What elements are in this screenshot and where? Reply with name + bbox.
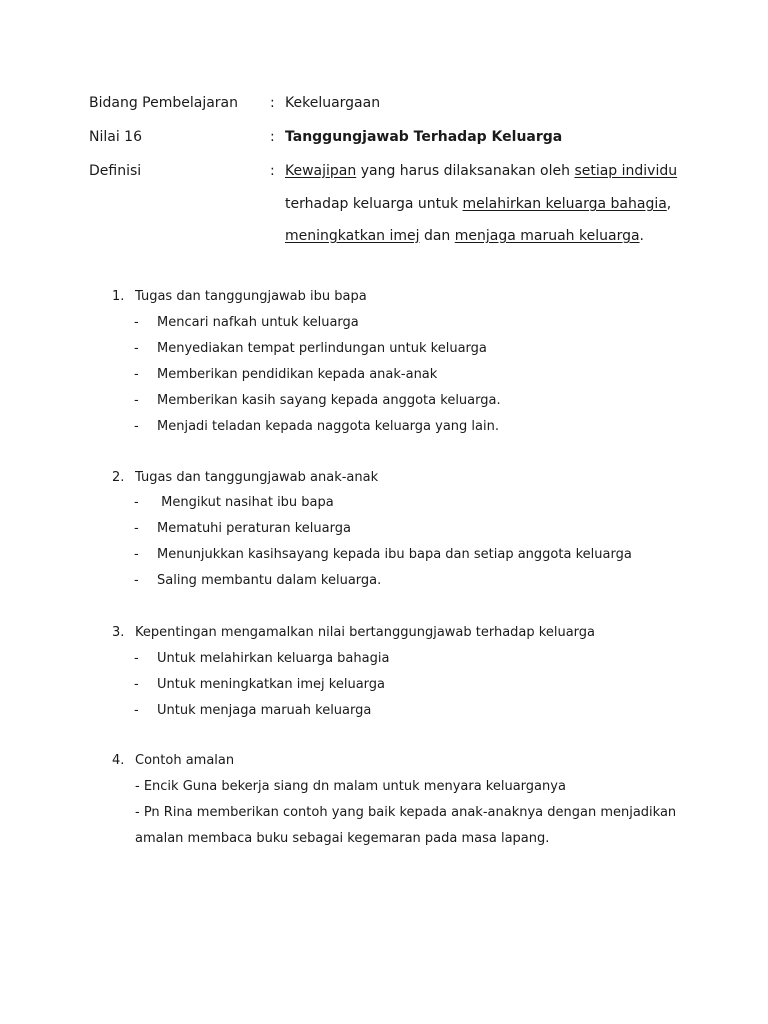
list-item-text: Memberikan kasih sayang kepada anggota keluarga. [157,393,501,408]
dash-bullet: - [134,547,139,562]
dash-bullet: - [134,651,139,666]
header-label: Nilai 16 [89,129,142,145]
page-title: Tanggungjawab Terhadap Keluarga [285,129,563,145]
dash-bullet: - [134,367,139,382]
list-item-text: Untuk melahirkan keluarga bahagia [157,651,390,666]
definition-line-2 [285,194,671,214]
header-colon: : [270,129,275,145]
definition-term: setiap individu [574,163,678,179]
definition-text: dan [419,228,455,244]
header-label: Bidang Pembelajaran [89,95,239,111]
list-item-text: Saling membantu dalam keluarga. [157,573,382,588]
list-item-text: Mengikut nasihat ibu bapa [157,495,334,510]
list-item-text: Menunjukkan kasihsayang kepada ibu bapa dan setiap anggota keluarga [157,547,632,562]
list-item-text: Mencari nafkah untuk keluarga [157,315,359,330]
section-number: 2. [112,470,125,485]
definition-term: menjaga maruah keluarga [454,228,640,244]
dash-bullet: - [134,315,139,330]
definition-line-3 [285,226,644,246]
definition-term: Kewajipan [285,163,357,179]
example-line: - Pn Rina memberikan contoh yang baik kepada anak-anaknya dengan menjadikan [135,805,677,820]
header-colon: : [270,95,275,111]
dash-bullet: - [134,495,139,510]
dash-bullet: - [134,419,139,434]
definition-text: . [639,228,644,244]
header-value: Kekeluargaan [285,95,381,111]
section-title: Kepentingan mengamalkan nilai bertanggungjawab terhadap keluarga [135,625,596,640]
definition-text: yang harus dilaksanakan oleh [356,163,575,179]
section-number: 1. [112,289,125,304]
definition-line-1 [285,161,677,181]
section-title: Tugas dan tanggungjawab anak-anak [135,470,379,485]
dash-bullet: - [134,521,139,536]
dash-bullet: - [134,393,139,408]
list-item-text: Untuk meningkatkan imej keluarga [157,677,385,692]
section-number: 3. [112,625,125,640]
dash-bullet: - [134,703,139,718]
definition-text: , [666,196,672,212]
example-line: - Encik Guna bekerja siang dn malam untuk menyara keluarganya [135,779,566,794]
section-title: Contoh amalan [135,753,235,768]
list-item-text: Memberikan pendidikan kepada anak-anak [157,367,438,382]
header-colon: : [270,163,275,179]
header-label: Definisi [89,163,142,179]
definition-term: meningkatkan imej [285,228,420,244]
dash-bullet: - [134,341,139,356]
example-line: amalan membaca buku sebagai kegemaran pada masa lapang. [135,831,550,846]
dash-bullet: - [134,573,139,588]
dash-bullet: - [134,677,139,692]
definition-term: melahirkan keluarga bahagia [462,196,667,212]
section-number: 4. [112,753,125,768]
list-item-text: Menjadi teladan kepada naggota keluarga yang lain. [157,419,499,434]
definition-text: terhadap keluarga untuk [285,196,463,212]
section-title: Tugas dan tanggungjawab ibu bapa [135,289,367,304]
list-item-text: Untuk menjaga maruah keluarga [157,703,372,718]
list-item-text: Menyediakan tempat perlindungan untuk keluarga [157,341,487,356]
list-item-text: Mematuhi peraturan keluarga [157,521,351,536]
